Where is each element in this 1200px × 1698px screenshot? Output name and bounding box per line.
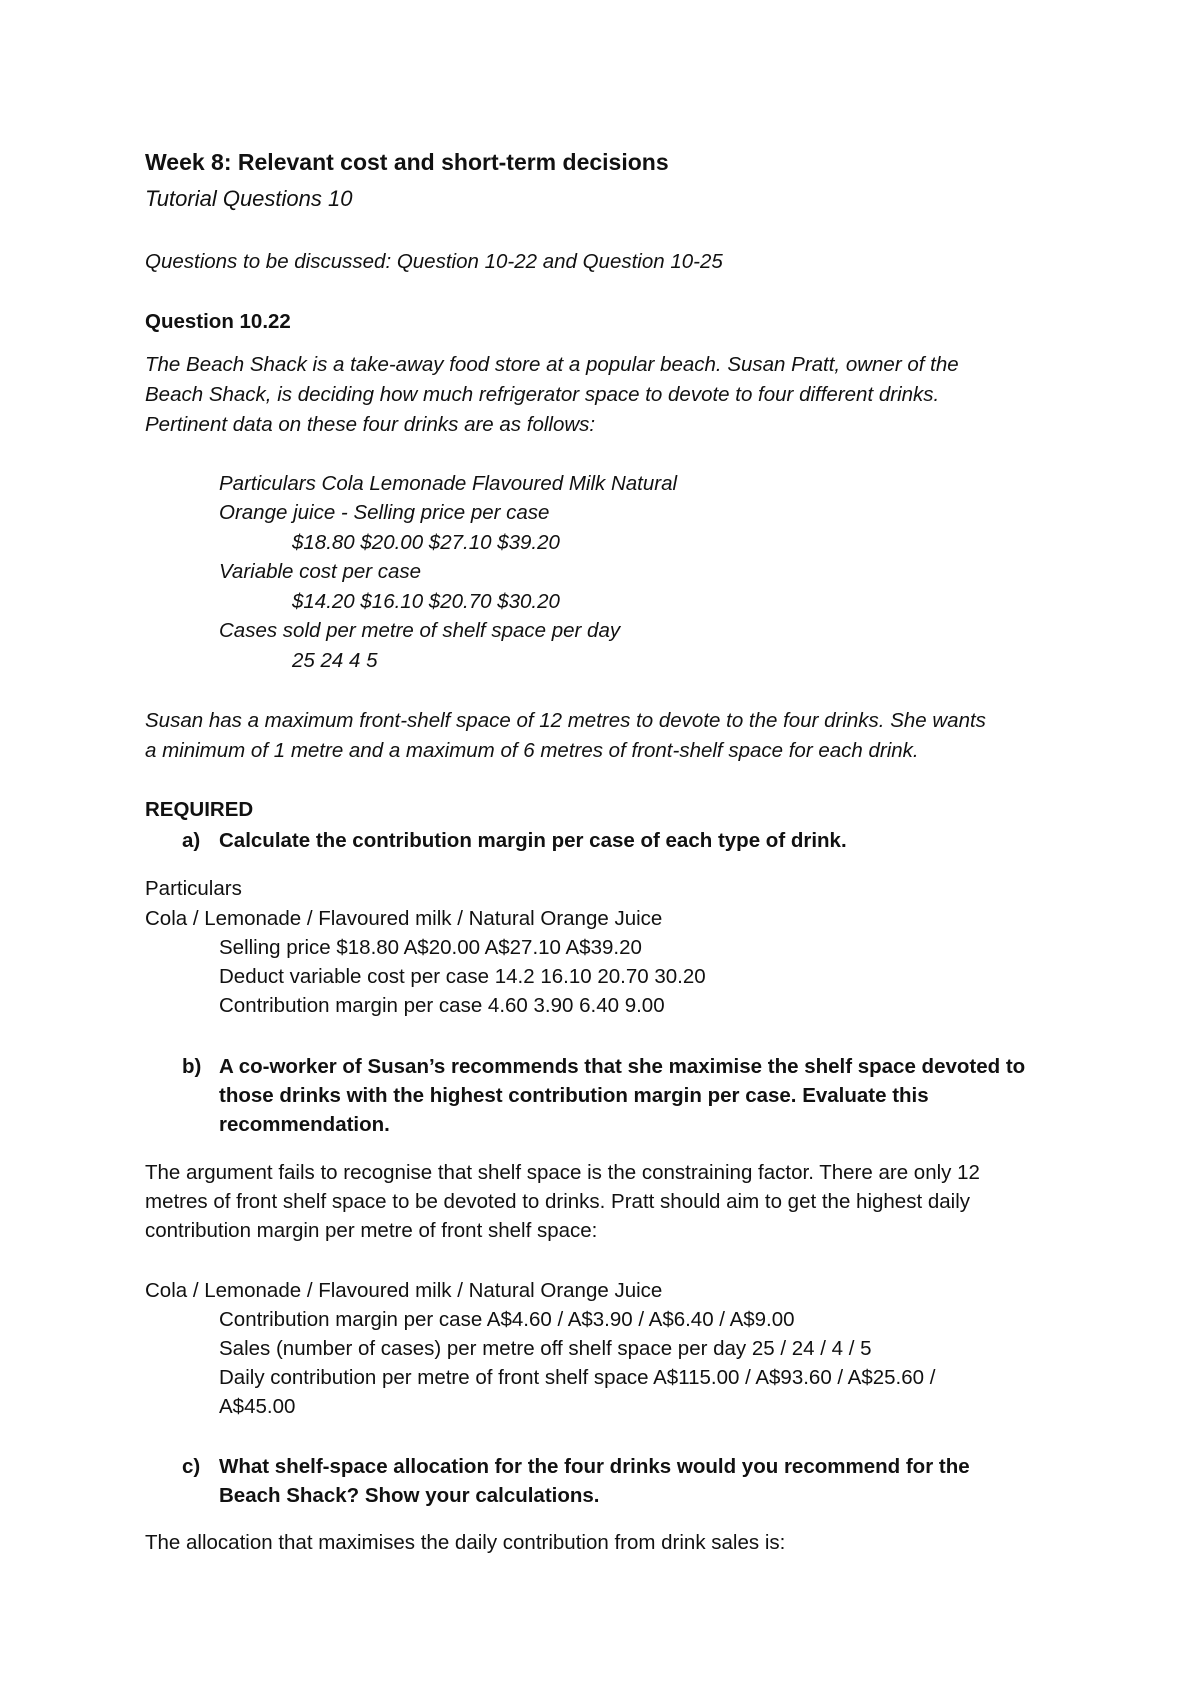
answer-a-line: Deduct variable cost per case 14.2 16.10 20.70 30.20 (219, 965, 706, 988)
answer-a-line: Selling price $18.80 A$20.00 A$27.10 A$39.20 (219, 936, 642, 959)
answer-b-line: contribution margin per metre of front shelf space: (145, 1219, 598, 1242)
data-line: 25 24 4 5 (292, 649, 378, 672)
part-c-question: What shelf-space allocation for the four drinks would you recommend for the (219, 1455, 970, 1478)
part-b-question: recommendation. (219, 1113, 390, 1136)
page-subtitle: Tutorial Questions 10 (145, 186, 353, 211)
answer-b-table-line: Cola / Lemonade / Flavoured milk / Natural Orange Juice (145, 1279, 663, 1302)
intro-line: The Beach Shack is a take-away food store at a popular beach. Susan Pratt, owner of the (145, 353, 959, 376)
answer-b-table-line: Sales (number of cases) per metre off shelf space per day 25 / 24 / 4 / 5 (219, 1337, 872, 1360)
intro-line: Pertinent data on these four drinks are as follows: (145, 413, 596, 436)
part-c-question: Beach Shack? Show your calculations. (219, 1484, 600, 1507)
answer-c-line: The allocation that maximises the daily contribution from drink sales is: (145, 1531, 786, 1554)
part-b-label: b) (182, 1055, 202, 1078)
answer-b-table-line: Daily contribution per metre of front shelf space A$115.00 / A$93.60 / A$25.60 / (219, 1366, 936, 1389)
answer-a-line: Contribution margin per case 4.60 3.90 6.40 9.00 (219, 994, 665, 1017)
part-b-question: A co-worker of Susan’s recommends that she maximise the shelf space devoted to (219, 1055, 1026, 1078)
intro-line: Beach Shack, is deciding how much refrigerator space to devote to four different drinks. (145, 383, 940, 406)
question-heading: Question 10.22 (145, 310, 291, 333)
data-line: $14.20 $16.10 $20.70 $30.20 (292, 590, 560, 613)
part-b-question: those drinks with the highest contribution margin per case. Evaluate this (219, 1084, 929, 1107)
answer-b-line: metres of front shelf space to be devoted to drinks. Pratt should aim to get the highest daily (145, 1190, 971, 1213)
answer-b-table-line: A$45.00 (219, 1395, 296, 1418)
data-line: Variable cost per case (219, 560, 422, 583)
answer-a-line: Particulars (145, 877, 242, 900)
answer-b-line: The argument fails to recognise that shelf space is the constraining factor. There are only 12 (145, 1161, 980, 1184)
constraint-line: a minimum of 1 metre and a maximum of 6 metres of front-shelf space for each drink. (145, 739, 919, 762)
data-line: Cases sold per metre of shelf space per day (219, 619, 621, 642)
discussed-questions: Questions to be discussed: Question 10-22 and Question 10-25 (145, 250, 723, 273)
part-a-label: a) (182, 829, 201, 852)
constraint-line: Susan has a maximum front-shelf space of 12 metres to devote to the four drinks. She wants (145, 709, 986, 732)
part-a-question: Calculate the contribution margin per case of each type of drink. (219, 829, 847, 852)
data-line: $18.80 $20.00 $27.10 $39.20 (292, 531, 560, 554)
data-line: Particulars Cola Lemonade Flavoured Milk Natural (219, 472, 678, 495)
answer-b-table-line: Contribution margin per case A$4.60 / A$3.90 / A$6.40 / A$9.00 (219, 1308, 795, 1331)
answer-a-line: Cola / Lemonade / Flavoured milk / Natural Orange Juice (145, 907, 663, 930)
data-line: Orange juice - Selling price per case (219, 501, 550, 524)
required-heading: REQUIRED (145, 798, 254, 821)
part-c-label: c) (182, 1455, 201, 1478)
page-title: Week 8: Relevant cost and short-term decisions (145, 149, 669, 175)
